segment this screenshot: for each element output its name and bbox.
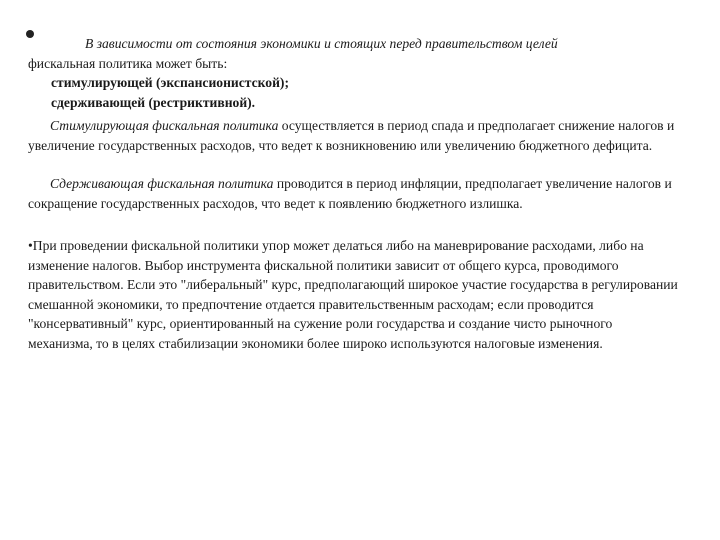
intro-rest: фискальная политика может быть: (28, 55, 228, 71)
paragraph-policy-types (28, 34, 678, 112)
paragraph-restraining (28, 174, 678, 213)
paragraph-stimulating (28, 116, 678, 155)
intro-line (28, 34, 678, 54)
intro-italic: В зависимости от состояния экономики и стоящих перед правительством целей (85, 36, 558, 51)
policy-type-restraining: сдерживающей (рестриктивной). (51, 94, 256, 110)
restraining-text: проводится в период инфляции, предполагает увеличение налогов и сокращение государственных расходов, что ведет к появлению бюджетного излишка. (28, 176, 672, 211)
stimulating-text: осуществляется в период спада и предполагает снижение налогов и увеличение государственных расходов, что ведет к возникновению или увеличению бюджетного дефицита. (28, 118, 675, 153)
restraining-term: Сдерживающая фискальная политика (50, 176, 274, 191)
bullet-marker: • (28, 238, 33, 253)
stimulating-term: Стимулирующая фискальная политика (50, 118, 279, 133)
policy-type-stimulating: стимулирующей (экспансионистской); (51, 75, 289, 90)
instruments-text: При проведении фискальной политики упор может делаться либо на маневрирование расходами, либо на изменение налогов. Выбор инструмента фискальной политики зависит от общего курса, проводимого правительством. Если это "либеральный" курс, предполагающий широкое участие государства в регулировании смешанной экономики, то предпочтение отдается правительственным расходам; если проводится "консервативный" курс, ориентированный на сужение роли государства и создание чисто рыночного механизма, то в целях стабилизации экономики более широко используются налоговые изменения. (28, 238, 678, 351)
paragraph-instruments (28, 236, 678, 353)
